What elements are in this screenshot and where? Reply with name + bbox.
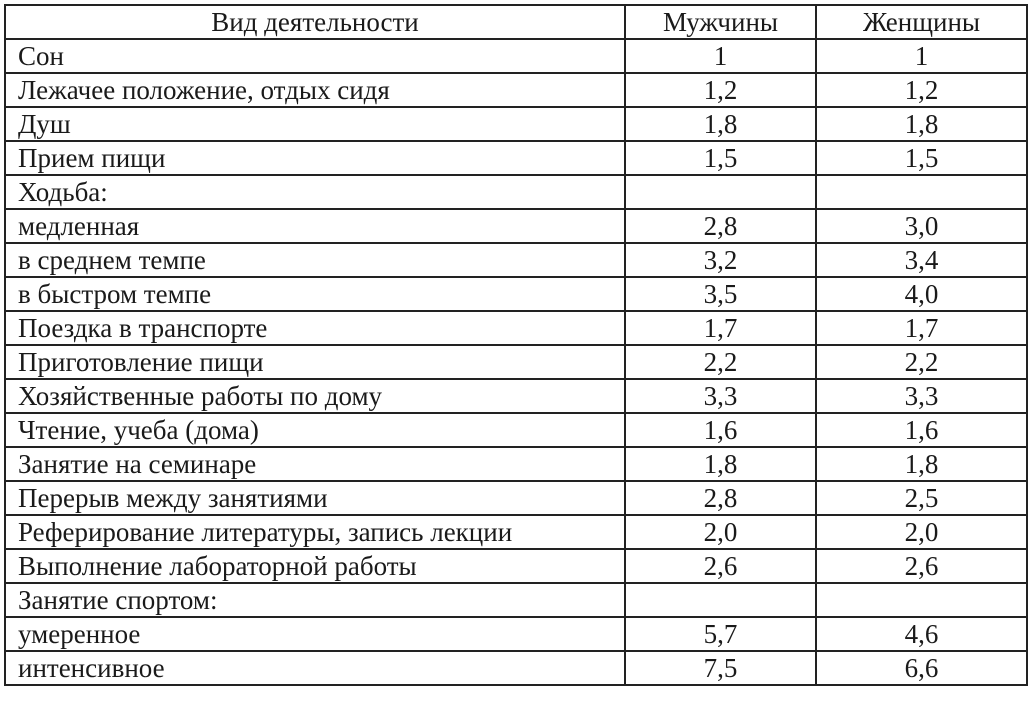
activity-cell: Душ bbox=[5, 107, 625, 141]
table-row bbox=[5, 413, 1027, 447]
activity-cell: интенсивное bbox=[5, 651, 625, 685]
women-value-cell: 2,0 bbox=[816, 515, 1027, 549]
activity-cell: Занятие спортом: bbox=[5, 583, 625, 617]
women-value-cell: 1,7 bbox=[816, 311, 1027, 345]
header-women: Женщины bbox=[816, 5, 1027, 39]
table-row bbox=[5, 379, 1027, 413]
table-header-row bbox=[5, 5, 1027, 39]
activity-cell: Чтение, учеба (дома) bbox=[5, 413, 625, 447]
women-value-cell: 1,2 bbox=[816, 73, 1027, 107]
activity-cell: Занятие на семинаре bbox=[5, 447, 625, 481]
men-value-cell: 1,8 bbox=[625, 447, 816, 481]
women-value-cell: 4,6 bbox=[816, 617, 1027, 651]
activity-cell: Прием пищи bbox=[5, 141, 625, 175]
activity-cell: Реферирование литературы, запись лекции bbox=[5, 515, 625, 549]
table-row bbox=[5, 549, 1027, 583]
table-row bbox=[5, 583, 1027, 617]
women-value-cell bbox=[816, 583, 1027, 617]
activity-cell: Выполнение лабораторной работы bbox=[5, 549, 625, 583]
table-row bbox=[5, 481, 1027, 515]
table-row bbox=[5, 617, 1027, 651]
activity-cell: Приготовление пищи bbox=[5, 345, 625, 379]
table-row bbox=[5, 73, 1027, 107]
table-body bbox=[5, 39, 1027, 685]
activity-cell: в среднем темпе bbox=[5, 243, 625, 277]
table-row bbox=[5, 515, 1027, 549]
activity-table-container bbox=[4, 4, 1028, 686]
table-row bbox=[5, 175, 1027, 209]
men-value-cell: 1,6 bbox=[625, 413, 816, 447]
activity-cell: Хозяйственные работы по дому bbox=[5, 379, 625, 413]
table-row bbox=[5, 651, 1027, 685]
table-row bbox=[5, 107, 1027, 141]
activity-cell: Лежачее положение, отдых сидя bbox=[5, 73, 625, 107]
activity-cell: Перерыв между занятиями bbox=[5, 481, 625, 515]
men-value-cell: 3,5 bbox=[625, 277, 816, 311]
men-value-cell: 3,3 bbox=[625, 379, 816, 413]
men-value-cell: 1,8 bbox=[625, 107, 816, 141]
header-men: Мужчины bbox=[625, 5, 816, 39]
men-value-cell: 7,5 bbox=[625, 651, 816, 685]
activity-coefficient-table bbox=[4, 4, 1028, 686]
women-value-cell: 3,3 bbox=[816, 379, 1027, 413]
table-row bbox=[5, 209, 1027, 243]
women-value-cell: 2,2 bbox=[816, 345, 1027, 379]
men-value-cell: 5,7 bbox=[625, 617, 816, 651]
men-value-cell: 1,2 bbox=[625, 73, 816, 107]
women-value-cell bbox=[816, 175, 1027, 209]
men-value-cell: 2,8 bbox=[625, 209, 816, 243]
table-row bbox=[5, 243, 1027, 277]
men-value-cell: 2,0 bbox=[625, 515, 816, 549]
men-value-cell bbox=[625, 175, 816, 209]
men-value-cell: 2,2 bbox=[625, 345, 816, 379]
women-value-cell: 3,0 bbox=[816, 209, 1027, 243]
table-row bbox=[5, 345, 1027, 379]
table-row bbox=[5, 277, 1027, 311]
women-value-cell: 1,8 bbox=[816, 107, 1027, 141]
men-value-cell: 1,5 bbox=[625, 141, 816, 175]
women-value-cell: 2,6 bbox=[816, 549, 1027, 583]
men-value-cell: 3,2 bbox=[625, 243, 816, 277]
activity-cell: умеренное bbox=[5, 617, 625, 651]
table-row bbox=[5, 311, 1027, 345]
men-value-cell bbox=[625, 583, 816, 617]
women-value-cell: 1 bbox=[816, 39, 1027, 73]
table-row bbox=[5, 447, 1027, 481]
activity-cell: Поездка в транспорте bbox=[5, 311, 625, 345]
women-value-cell: 1,8 bbox=[816, 447, 1027, 481]
activity-cell: Сон bbox=[5, 39, 625, 73]
activity-cell: Ходьба: bbox=[5, 175, 625, 209]
women-value-cell: 6,6 bbox=[816, 651, 1027, 685]
women-value-cell: 2,5 bbox=[816, 481, 1027, 515]
men-value-cell: 1 bbox=[625, 39, 816, 73]
header-activity: Вид деятельности bbox=[5, 5, 625, 39]
men-value-cell: 2,6 bbox=[625, 549, 816, 583]
women-value-cell: 1,5 bbox=[816, 141, 1027, 175]
table-row bbox=[5, 141, 1027, 175]
women-value-cell: 3,4 bbox=[816, 243, 1027, 277]
activity-cell: в быстром темпе bbox=[5, 277, 625, 311]
activity-cell: медленная bbox=[5, 209, 625, 243]
men-value-cell: 1,7 bbox=[625, 311, 816, 345]
men-value-cell: 2,8 bbox=[625, 481, 816, 515]
women-value-cell: 1,6 bbox=[816, 413, 1027, 447]
table-row bbox=[5, 39, 1027, 73]
women-value-cell: 4,0 bbox=[816, 277, 1027, 311]
